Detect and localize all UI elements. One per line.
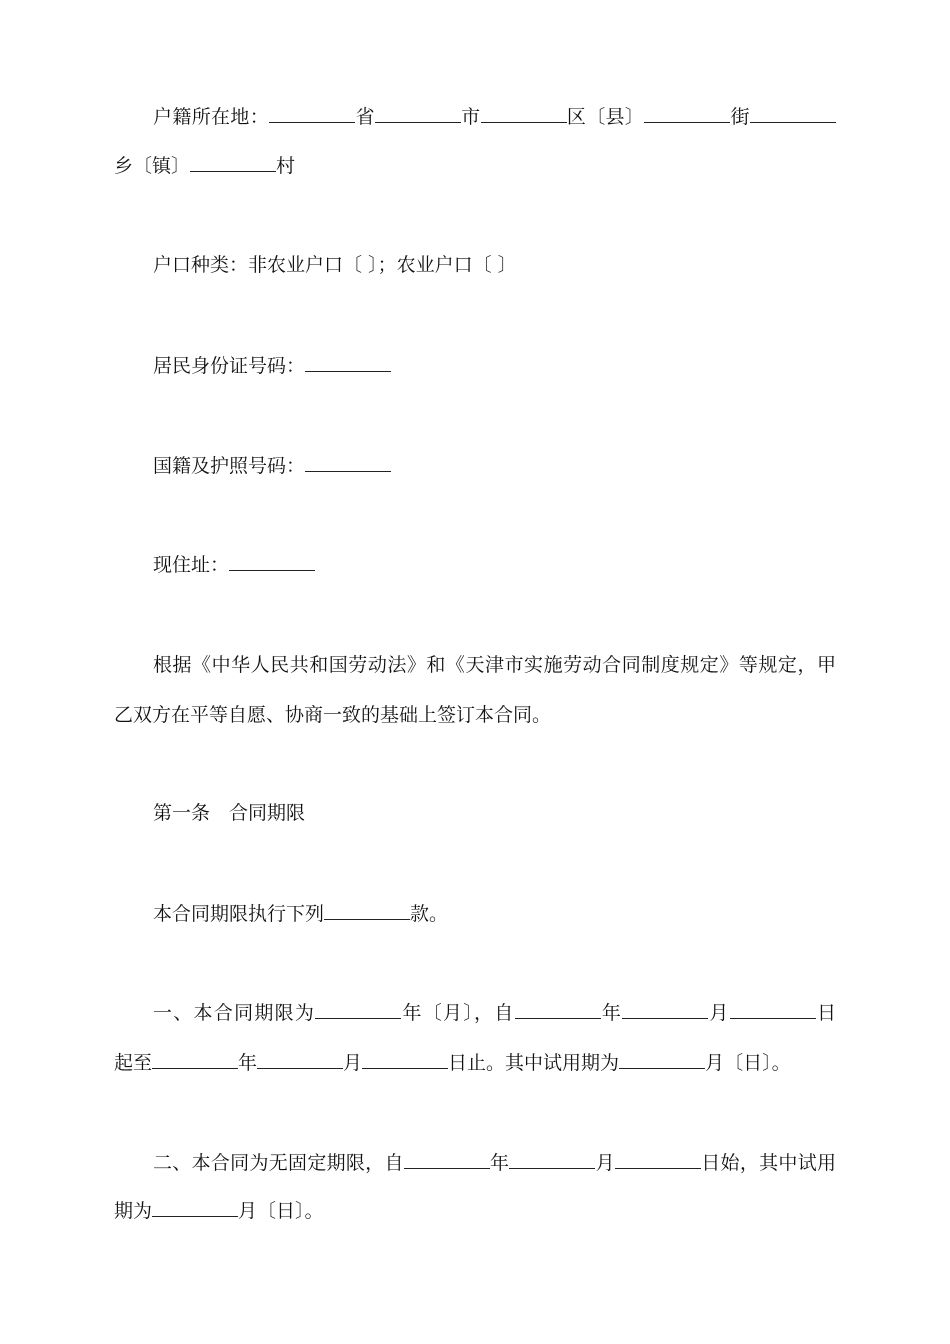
hukou-type-label: 户口种类：	[153, 254, 249, 276]
item1-end-month-blank[interactable]	[257, 1050, 343, 1069]
item2-line-2	[114, 1198, 836, 1223]
address-blank[interactable]	[229, 552, 315, 571]
item1-text-h: 月	[343, 1052, 363, 1074]
district-name-blank[interactable]	[644, 104, 730, 123]
village-text: 村	[276, 155, 296, 177]
agri-option[interactable]: 农业户口〔 〕	[396, 254, 517, 276]
city-text: 市	[460, 106, 481, 128]
clause-choice-blank[interactable]	[324, 901, 410, 920]
item2-text-d: 日始，其中试用	[700, 1152, 836, 1174]
item1-end-day-blank[interactable]	[362, 1050, 448, 1069]
province-blank[interactable]	[269, 104, 355, 123]
item2-text-b: 年	[489, 1152, 510, 1174]
item1-text-e: 日	[815, 1002, 836, 1024]
hukou-address-line-2	[114, 153, 836, 178]
district-text: 区〔县〕	[566, 106, 645, 128]
item1-start-day-blank[interactable]	[730, 1000, 816, 1019]
street-text: 街	[730, 106, 750, 128]
hukou-address-line	[153, 104, 836, 129]
item1-text-d: 月	[708, 1002, 730, 1024]
id-number-blank[interactable]	[305, 353, 391, 372]
address-label: 现住址：	[153, 554, 230, 576]
hukou-address-label: 户籍所在地：	[153, 106, 270, 128]
item2-probation-blank[interactable]	[152, 1198, 238, 1217]
street-name-blank[interactable]	[750, 104, 836, 123]
item1-text-g: 年	[238, 1052, 258, 1074]
item2-line-1	[153, 1150, 836, 1175]
preamble-line-2: 乙双方在平等自愿、协商一致的基础上签订本合同。	[114, 704, 552, 726]
non-agri-option[interactable]: 非农业户口〔 〕	[248, 254, 378, 276]
item1-line-2	[114, 1050, 836, 1075]
province-text: 省	[355, 106, 375, 128]
item2-start-month-blank[interactable]	[509, 1150, 595, 1169]
article1-intro-text: 本合同期限执行下列	[153, 903, 325, 925]
item2-text-c: 月	[595, 1152, 615, 1174]
item1-text-f: 起至	[114, 1052, 153, 1074]
article1-title: 第一条 合同期限	[153, 802, 306, 824]
preamble-line-1: 根据《中华人民共和国劳动法》和《天津市实施劳动合同制度规定》等规定，甲	[153, 654, 836, 676]
item1-probation-blank[interactable]	[619, 1050, 705, 1069]
item1-text-c: 年	[600, 1002, 623, 1024]
address-line	[153, 552, 836, 577]
item1-text-j: 月〔日〕。	[705, 1052, 791, 1074]
township-name-blank[interactable]	[190, 153, 276, 172]
item1-text-a: 一、本合同期限为	[153, 1002, 316, 1024]
township-text: 乡〔镇〕	[114, 155, 191, 177]
item2-start-day-blank[interactable]	[615, 1150, 701, 1169]
item2-text-f: 月〔日〕。	[238, 1200, 324, 1222]
article1-intro-line	[153, 901, 836, 926]
item1-start-month-blank[interactable]	[622, 1000, 708, 1019]
id-number-label: 居民身份证号码：	[153, 355, 306, 377]
item2-text-a: 二、本合同为无固定期限，自	[153, 1152, 404, 1174]
item1-end-year-blank[interactable]	[152, 1050, 238, 1069]
passport-line	[153, 453, 836, 478]
article1-intro-suffix: 款。	[410, 903, 449, 925]
passport-blank[interactable]	[305, 453, 391, 472]
passport-label: 国籍及护照号码：	[153, 455, 306, 477]
item1-start-year-blank[interactable]	[515, 1000, 601, 1019]
hukou-type-line	[153, 253, 836, 277]
item2-text-e: 期为	[114, 1200, 153, 1222]
city-blank[interactable]	[375, 104, 461, 123]
id-number-line	[153, 353, 836, 378]
item2-start-year-blank[interactable]	[404, 1150, 490, 1169]
item1-line-1	[153, 1000, 836, 1025]
item1-term-blank[interactable]	[315, 1000, 401, 1019]
item1-text-i: 日止。其中试用期为	[448, 1052, 620, 1074]
item1-text-b: 年〔月〕，自	[401, 1002, 515, 1024]
hukou-type-separator: ；	[377, 254, 397, 276]
district-blank[interactable]	[481, 104, 567, 123]
